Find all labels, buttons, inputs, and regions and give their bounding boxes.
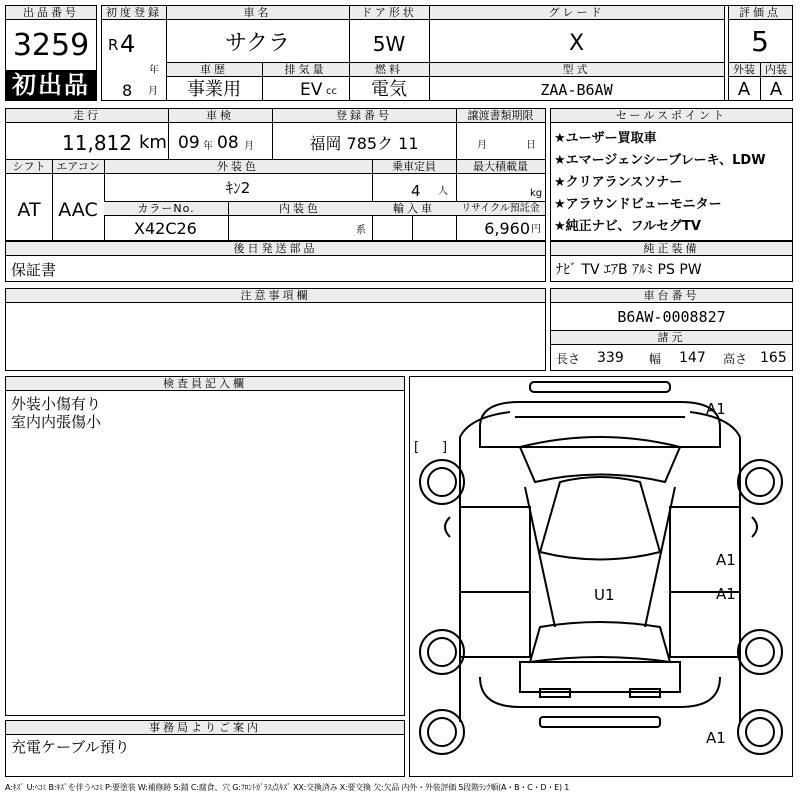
equipment-box bbox=[550, 241, 793, 282]
car-name: サクラ bbox=[224, 31, 291, 56]
sales-point-item: ★純正ナビ、フルセグTV bbox=[554, 219, 701, 234]
left-bracket-close: ] bbox=[442, 440, 448, 455]
int-score: A bbox=[769, 79, 783, 100]
office-box bbox=[5, 720, 405, 777]
mileage-label: 走行 bbox=[6, 109, 168, 123]
plate-value: 福岡 785ク 11 bbox=[309, 134, 419, 153]
mileage-unit: km bbox=[139, 132, 167, 153]
max-load-label: 最大積載量 bbox=[456, 160, 545, 174]
inspection-month: 08 bbox=[217, 133, 239, 153]
left-bracket: [ bbox=[414, 440, 420, 455]
dims-label: 諸元 bbox=[551, 330, 792, 345]
reg-year-label: 初度登録 bbox=[102, 6, 166, 20]
length-label: 長さ bbox=[556, 352, 581, 366]
grade-label: グレード bbox=[429, 6, 724, 20]
capacity-value: 4 bbox=[411, 182, 421, 200]
equipment-label: 純正装備 bbox=[551, 242, 792, 256]
lot-label: 出品番号 bbox=[6, 6, 96, 20]
capacity-label: 乗車定員 bbox=[372, 160, 456, 174]
sales-points-box bbox=[550, 108, 793, 241]
sales-point-item: ★クリアランスソナー bbox=[554, 175, 683, 190]
width-label: 幅 bbox=[649, 352, 662, 366]
later-parts-label: 後日発送部品 bbox=[6, 242, 545, 256]
name-label: 車名 bbox=[166, 6, 349, 20]
inspection-month-unit: 月 bbox=[244, 141, 254, 152]
legend: A:ｷｽﾞ U:ﾍｺﾐ B:ｷｽﾞを伴うﾍｺﾐ P:要塗装 W:補修跡 S:錆 C:腐食、穴 G:ﾌﾛﾝﾄｶﾞﾗｽ点ｷｽﾞ XX:交換済み X:要交換 欠:欠品 内外・外装評価 5段階ﾗﾝｸ順(A・B・C・D・E) 1 bbox=[5, 783, 570, 792]
chassis-label: 車台番号 bbox=[551, 289, 792, 303]
inspection-label: 車検 bbox=[168, 109, 272, 123]
ac-label: エアコン bbox=[52, 160, 104, 174]
history-value: 事業用 bbox=[187, 79, 241, 100]
reg-era: R bbox=[108, 36, 119, 54]
fuel-value: 電気 bbox=[371, 79, 407, 100]
inspection-year: 09 bbox=[178, 133, 200, 153]
notes-box bbox=[5, 288, 546, 371]
transfer-label: 譲渡書類期限 bbox=[456, 109, 545, 123]
mark-front-right: A1 bbox=[706, 400, 726, 418]
transfer-day-unit: 日 bbox=[526, 140, 536, 151]
int-score-label: 内装 bbox=[760, 62, 792, 77]
inspection-year-unit: 年 bbox=[203, 141, 213, 152]
inspector-label: 検査員記入欄 bbox=[6, 377, 404, 391]
mark-right-rear-door: A1 bbox=[716, 585, 736, 603]
model-value: ZAA-B6AW bbox=[540, 81, 613, 99]
ac-value: AAC bbox=[58, 199, 98, 221]
office-value: 充電ケーブル預り bbox=[11, 738, 130, 756]
inspector-box bbox=[5, 376, 405, 716]
displacement-label: 排気量 bbox=[262, 62, 349, 77]
inspector-line: 室内内張傷小 bbox=[11, 413, 102, 431]
mark-right-front-door: A1 bbox=[716, 551, 736, 569]
reg-year-unit: 年 bbox=[149, 65, 159, 76]
capacity-unit: 人 bbox=[438, 186, 448, 197]
ext-color-label: 外装色 bbox=[104, 160, 372, 174]
shift-label: シフト bbox=[6, 160, 52, 174]
sales-points-label: セールスポイント bbox=[551, 109, 792, 123]
mileage-value: 11,812 bbox=[62, 131, 132, 155]
lot-number: 3259 bbox=[12, 28, 90, 63]
recycle-value: 6,960 bbox=[484, 219, 530, 238]
recycle-label: リサイクル預託金 bbox=[456, 202, 545, 216]
history-label: 車歴 bbox=[166, 62, 262, 77]
plate-label: 登録番号 bbox=[272, 109, 456, 123]
fuel-label: 燃料 bbox=[349, 62, 429, 77]
first-listing-badge: 初出品 bbox=[6, 70, 96, 101]
shift-value: AT bbox=[17, 199, 41, 221]
length-value: 339 bbox=[597, 350, 624, 366]
sales-point-item: ★アラウンドビューモニター bbox=[554, 197, 722, 212]
reg-month-unit: 月 bbox=[148, 86, 158, 97]
width-value: 147 bbox=[679, 350, 706, 366]
door-type: 5W bbox=[372, 32, 406, 56]
equipment-value: ﾅﾋﾞ TV ｴｱB ｱﾙﾐ PS PW bbox=[556, 262, 702, 278]
notes-label: 注意事項欄 bbox=[6, 289, 545, 303]
car-diagram bbox=[409, 376, 793, 777]
color-no-label: カラーNo. bbox=[104, 202, 228, 216]
office-label: 事務局よりご案内 bbox=[6, 721, 404, 735]
score-label: 評価点 bbox=[728, 6, 792, 20]
ext-score: A bbox=[737, 79, 751, 100]
reg-year: 4 bbox=[120, 30, 136, 58]
car-diagram-drawing bbox=[410, 377, 792, 776]
later-parts-value: 保証書 bbox=[11, 261, 57, 279]
reg-month: 8 bbox=[122, 81, 133, 100]
sales-point-item: ★エマージェンシーブレーキ、LDW bbox=[554, 153, 766, 168]
grade-value: X bbox=[568, 31, 585, 56]
color-no-value: X42C26 bbox=[134, 219, 197, 238]
max-load-unit: kg bbox=[530, 188, 543, 199]
specs-table bbox=[5, 108, 546, 241]
int-color-label: 内装色 bbox=[228, 202, 372, 216]
later-parts-box bbox=[5, 241, 546, 282]
import-label: 輸入車 bbox=[372, 202, 456, 216]
vehicle-info-table bbox=[101, 5, 793, 101]
displacement-value: EV bbox=[300, 80, 323, 100]
model-label: 型式 bbox=[429, 62, 724, 77]
transfer-month-unit: 月 bbox=[477, 140, 487, 151]
mark-rear-right: A1 bbox=[706, 729, 726, 747]
inspector-line: 外装小傷有り bbox=[11, 395, 102, 413]
ext-score-label: 外装 bbox=[728, 62, 760, 77]
chassis-box bbox=[550, 288, 793, 371]
sales-point-item: ★ユーザー買取車 bbox=[554, 131, 657, 146]
score-value: 5 bbox=[751, 25, 769, 58]
int-color-unit: 系 bbox=[356, 225, 366, 236]
displacement-unit: cc bbox=[326, 86, 337, 97]
chassis-value: B6AW-0008827 bbox=[617, 308, 726, 326]
lot-box bbox=[5, 5, 97, 101]
height-label: 高さ bbox=[723, 352, 748, 366]
door-label: ドア形状 bbox=[349, 6, 429, 20]
ext-color-value: ｷﾝ2 bbox=[225, 179, 251, 197]
height-value: 165 bbox=[760, 350, 787, 366]
recycle-unit: 円 bbox=[531, 224, 541, 235]
mark-roof: U1 bbox=[594, 586, 615, 604]
